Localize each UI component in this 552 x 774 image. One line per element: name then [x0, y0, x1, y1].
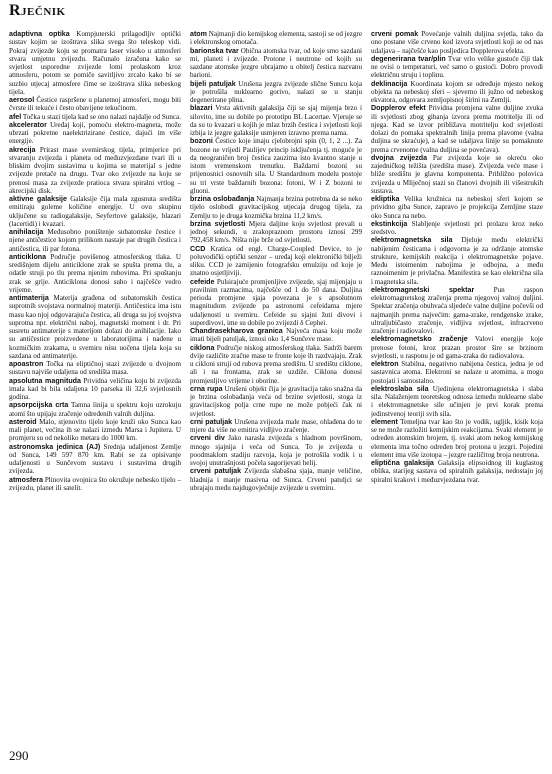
glossary-entry [371, 418, 543, 459]
glossary-entry [9, 294, 181, 360]
glossary-term: dvojna zvijezda [371, 153, 428, 162]
glossary-entry [190, 418, 362, 435]
glossary-term: crna rupa [190, 384, 223, 393]
glossary-term: ekliptika [371, 195, 400, 203]
glossary-entry [190, 344, 362, 385]
glossary-entry [371, 195, 543, 220]
glossary-entry [371, 360, 543, 385]
glossary-term: element [371, 417, 398, 426]
glossary-definition: Međusobno poništenje subatomske čestice i njene antičestice kojom prilikom nastaje par drugih čestica i antičestica, ili par fotona. [9, 228, 181, 253]
glossary-definition: Najmanja brzina potrebna da se neko tijelo oslobodi gravitacijskog utjecaja drugog tijela, za Zemlju to je druga kozmička brzina 11,2 km/s. [190, 195, 362, 220]
glossary-entry [190, 327, 362, 344]
glossary-term: elektromagnetska sila [371, 236, 453, 245]
glossary-term: atmosfera [9, 475, 43, 484]
glossary-definition: Valovi energije koje prenose fotoni, kroz prazan prostor šire se brzinom svjetlosti, u rasponu je od gama-zraka do radiovalova. [371, 335, 543, 360]
glossary-definition: Najveća masa koju može imati bijeli patuljak, iznosi oko 1,4 Sunčeve mase. [190, 327, 362, 344]
glossary-term: crveni div [190, 434, 225, 443]
glossary-term: elektromagnetsko zračenje [371, 335, 468, 344]
glossary-entry [190, 245, 362, 278]
glossary-definition: Obična atomska tvar, od koje smo sazdani mi, planeti i zvijezde. Protone i neutrone od kojih su sazdane atomske jezgre ubrajamo u obitelj čestica nazvanu barioni. [190, 46, 362, 80]
glossary-entry [9, 476, 181, 493]
glossary-definition: Prirast mase svemirskog tijela, primjerice pri stvaranju zvijezda i planeta od međuzvjezdane tvari ili u bliskim dvojim sustavima u kojima se materijal s jedne zvijezde pretače na drugu. Tvar oko zvijezde na koju se prenosi masa za zvijezde pratioca stvara spiralni vrtlog – akrecijski disk. [9, 145, 181, 195]
glossary-definition: Djeluje među električki nabijenim česticama i odgovorna je za održanje atomske strukture, kemijskih reakcija i elektromagnetske pojave. Među istoimenim nabojima je odbojna, a među raznoimenim je privlačna. Manifestira se kao električna sila i magnetska sila. [371, 236, 543, 286]
glossary-term: anticiklona [9, 252, 47, 261]
glossary-entry [190, 137, 362, 195]
glossary-term: crveni pomak [371, 30, 419, 38]
glossary-definition: Točka u stazi tijela kad se ono nalazi najdalje od Sunca. [22, 112, 181, 121]
glossary-term: elektromagnetski spektar [371, 285, 475, 294]
glossary-entry [190, 434, 362, 467]
glossary-term: akrecija [9, 145, 36, 154]
glossary-term: antimaterija [9, 294, 49, 302]
glossary-term: aktivne galaksije [9, 195, 67, 203]
glossary-term: bijeli patuljak [190, 79, 236, 88]
glossary-entry [190, 220, 362, 245]
glossary-term: crni patuljak [190, 417, 233, 426]
glossary-entry [371, 104, 543, 154]
glossary-definition: Tamna linija u spektru koju uzrokuju atomi što upijaju zračenje određenih valnih duljina. [9, 401, 181, 418]
glossary-entry [190, 30, 362, 47]
glossary-definition: Vrsta aktivnih galaksija čiji se sjaj mijenja brzo i silovito, ime su dobile po prototipu BL Lacertae. Vjeruje se da su to kvazari u kojih je mlaz brzih čestica i svjetlosti koji izbija iz jezgre galaksije usmjeren izravno prema nama. [190, 104, 362, 137]
glossary-term: CCD [190, 244, 206, 253]
glossary-definition: Jako narasla zvijezda s hladnom površinom, mnogo sjajnija i veća od Sunca. To je zvijezda u poodmaklom stadiju razvoja, koja je potrošila vodik i u svojoj unutrašnjosti počela sagorijevati helij. [190, 434, 362, 467]
glossary-entry [190, 104, 362, 137]
glossary-entry [371, 80, 543, 105]
glossary-term: aerosol [9, 96, 35, 104]
glossary-entry [371, 236, 543, 286]
glossary-term: deklinacija [371, 79, 408, 88]
glossary-entry [9, 30, 181, 96]
glossary-definition: Povećanje valnih duljina svjetla, tako da ono postane više crveno kod izvora svjetlosti koji se od nas udaljava – najčešće kao posljedica Dopplerova efekta. [371, 30, 543, 55]
glossary-definition: Točka na eliptičnoj stazi zvijezde u dvojnom sustavu najviše udaljena od središta masa. [9, 360, 181, 377]
glossary-term: afel [9, 112, 22, 121]
glossary-term: bozoni [190, 137, 213, 146]
glossary-entry [190, 47, 362, 80]
glossary-definition: Galaksija elipsoidnog ili kuglastog oblika, starijeg sastava od spiralnih galaksija, nedostaju joj spiralni krakovi i međuzvjezdana tvar. [371, 459, 543, 484]
glossary-entry [9, 121, 181, 146]
glossary-definition: Par zvijezda koje se okreću oko zajedničkog težišta (središta mase). Zvijezda veće mase i bliže središtu je glavna komponenta. Približno polovica zvijezda u Mliječnoj stazi su članovi dvojnih ili višestrukih sustava. [371, 153, 543, 195]
glossary-entry [371, 286, 543, 336]
glossary-entry [190, 195, 362, 220]
page-title: Rječnik [9, 2, 66, 19]
glossary-term: akcelerator [9, 120, 47, 129]
glossary-definition: Ujedinjena elektromagnetska i slaba sila. Nalaženjem teoretskog odnosa između nuklearne slabe i elektromagnetske sile učinjen je prvi korak prema jedinstvenoj teoriji svih sila. [371, 384, 543, 418]
glossary-definition: Urušena jezgra zvijezde slične Suncu koja je potrošila nuklearno gorivo, nalazi se u stanju degenerirane plina. [190, 79, 362, 104]
glossary-entry [9, 443, 181, 476]
glossary-entry [9, 146, 181, 196]
glossary-definition: Stabilna, negativno nabijena čestica, jedna je od sastavnica atoma. Elektroni se nalaze u atomima, a mogu postojati i samostalno. [371, 360, 543, 385]
glossary-definition: Urušeni objekt čija je gravitacija tako snažna da je brzina oslobađanja veća od brzine svjetlosti, stoga iz gravitacijskog polja crne rupe ne može pobjeći čak ni svjetlost. [190, 384, 362, 418]
glossary-entry [9, 228, 181, 253]
glossary-term: crveni patuljak [190, 467, 242, 476]
glossary-entry [9, 360, 181, 377]
glossary-definition: Pulsirajuće promjenljive zvijezde, sjaj mijenjaju u pravilnim razmacima, najčešće od 1 do 50 dana. Duljina perioda promjene sjaja povezana je s apsolutnom magnitudom zvijezde pa astronomi cefeidama mjere udaljenosti u svemiru. Cefeide su sjajni žuti divovi i superdivovi, ime su dobile po zvijezdi δ Cephei. [190, 277, 362, 327]
glossary-definition: Temeljna tvar kao što je vodik, ugljik, kisik koja se ne može razložiti kemijskim reakcijama. Svaki element je određen atomskim brojem, tj. svaki atom nekog kemijskog elementa ima točno određen broj protona u jezgri. Pojedini element ima više izotopa – jezgre različitog broja neutrona. [371, 417, 543, 459]
glossary-term: apsorpcijska crta [9, 401, 69, 410]
glossary-term: blazari [190, 104, 213, 113]
glossary-definition: Slabljenje svjetlosti pri prolazu kroz neko sredstvo. [371, 219, 543, 236]
glossary-entry [371, 459, 543, 484]
glossary-term: eliptična galaksija [371, 459, 434, 467]
glossary-term: apsolutna magnituda [9, 376, 81, 385]
glossary-column-2 [190, 30, 362, 734]
glossary-term: degenerirana tvar/plin [371, 54, 446, 63]
glossary-definition: Pun raspon elektromagnetskog zračenja prema njegovoj valnoj duljini. Spektar zračenja obuhvaća sljedeće valne duljine počevši od najmanjih prema najvećim: gama-zrake, rendgenske zrake, ultraljubičasto zračenje, vidljiva svjetlost, infracrveno zračenje i radiovalovi. [371, 285, 543, 335]
glossary-term: adaptivna optika [9, 30, 70, 38]
glossary-definition: Malo, stjenovito tijelo koje kruži oko Sunca kao mali planet, većina ih se nalazi između Marsa i Jupitera. U promjeru su od nekoliko metara do 1000 km. [9, 417, 181, 443]
glossary-definition: Prividna veličina koju bi zvijezda imala kad bi bila udaljena 10 parseka ili 32,6 svjetlosnih godina. [9, 376, 181, 401]
glossary-definition: Urušena zvijezda male mase, ohlađena do te mjere da više ne emitira vidljivo zračenje. [190, 417, 362, 434]
glossary-term: ciklona [190, 343, 215, 352]
glossary-definition: Plinovita ovojnica što okružuje nebesko tijelo – zvijezdu, planet ili satelit. [9, 475, 181, 492]
glossary-entry [9, 96, 181, 113]
glossary-definition: Područje niskog atmosferskog tlaka. Sadrži barem dvije različite zračne mase te fronte koje ih razdvajaju. Zrak u cikloni struji od rubova prema središtu. U središtu ciklone, ali i na frontama, zrak se uzdiže. Ciklona donosi promjenljivo vrijeme i oborine. [190, 343, 362, 385]
glossary-definition: Galaksije čija mala zgusnuta središta emitiraju goleme količine energije. U ovu skupinu uključene su radiogalaksije, Seyfertove galaksije, blazari (lacertidi) i kvazari. [9, 195, 181, 228]
glossary-term: Dopplerov efekt [371, 104, 426, 113]
glossary-definition: Uređaj koji, pomoću elektro-magneta, može ubrzati pokretne naelektrizirane čestice, dajući im više energije. [9, 120, 181, 146]
glossary-entry [371, 335, 543, 360]
glossary-definition: Srednja udaljenost Zemlje od Sunca, 149 597 870 km. Rabi se za opisivanje udaljenosti u Sunčevom sustavu i sustavima drugih zvijezda. [9, 442, 181, 476]
glossary-entry [371, 55, 543, 80]
glossary-term: elektron [371, 360, 399, 368]
page-number: 290 [9, 748, 29, 763]
glossary-entry [9, 195, 181, 228]
glossary-term: cefeide [190, 277, 215, 286]
glossary-definition: Zvijezda slabašna sjaja, manje veličine, hladnija i manje masivna od Sunca. Crveni patuljci se ubrajaju među najdugovječnije zvijezde u svemiru. [190, 467, 362, 492]
glossary-term: apoastron [9, 360, 44, 368]
glossary-entry [190, 385, 362, 418]
glossary-entry [9, 377, 181, 402]
glossary-term: astronomska jedinica (AJ) [9, 442, 101, 451]
glossary-entry [9, 401, 181, 418]
glossary-definition: Prividna promjena valne duljine zvuka ili svjetlosti zbog gibanja izvora prema motritelju ili od njega. Kad se izvor približava motritelju kod svjetlosti dolazi do pomaka spektralnih linija prema plavome (valna duljina se skraćuje), a kad se udaljava linije su pomaknute prema crvenome (valna duljina se povećava). [371, 104, 543, 154]
glossary-definition: Materija građena od subatomskih čestica suprotnih svojstava normalnoj materiji. Antičestica ima istu masu kao njoj odgovarajuća čestica, ali druga su joj svojstva suprotna npr. električni naboj, magnetski moment i dr. Pri susretu antimaterije s materijom dolazi do anihilacije. Iako su antičestice proizvedene u laboratorijima i nađene u kozmičkim zrakama, u svemiru nisu uočena tijela koja su sazdana od antimaterije. [9, 294, 181, 360]
glossary-term: ekstinkcija [371, 219, 408, 228]
glossary-definition: Tvar vrlo velike gustoće čiji tlak ne ovisi o temperaturi, već samo o gustoći. Dobro provodi električnu struju i toplinu. [371, 54, 543, 80]
glossary-entry [190, 80, 362, 105]
glossary-entry [190, 278, 362, 328]
glossary-definition: Najmanji dio kemijskog elementa, sastoji se od jezgre i elektronskog omotača. [190, 30, 362, 47]
glossary-entry [371, 30, 543, 55]
glossary-term: anihilacija [9, 228, 44, 236]
glossary-definition: Područje povišenog atmosferskog tlaka. U središnjem dijelu anticiklone zrak se spušta prema tlu, a odatle struji po tlu prema njenim rubovima. Pri spuštanju zrak se grije. Anticiklona donosi suho i najčešće vedro vrijeme. [9, 252, 181, 294]
glossary-column-3 [371, 30, 543, 734]
glossary-definition: Kratica od engl. Charge-Coupled Device, to je poluvodički optički senzor – uređaj koji elektronički bilježi sliku. CCD je zamijenio fotografsku emulziju od koje je znatno osjetljiviji. [190, 244, 362, 278]
glossary-definition: Velika kružnica na nebeskoj sferi kojom se prividno giba Sunce, zapravo je projekcija Zemljine staze oko Sunca na nebo. [371, 195, 543, 220]
glossary-entry [371, 385, 543, 418]
glossary-definition: Čestice koje imaju cjelobrojni spin (0, 1, 2 ...). Za bozone ne vrijedi Paulijev princip isključenja tj. moguće je da neograničen broj čestica zauzima isto kvantno stanje u istom vremenskom trenutku. Baždarni bozoni su prijenosnici osnovnih sila. U Standardnom modelu postoje su tri vrste baždarnih bozona: fotoni, W i Z bozoni te gluoni. [190, 137, 362, 195]
glossary-definition: Mjera daljine koju svjetlost prevali u jednoj sekundi, u zrakopraznom prostoru iznosi 299 792,458 km/s. Ništa nije brže od svjetlosti. [190, 219, 362, 245]
glossary-definition: Kompjuterski prilagodljiv optički sustav kojim se izoštrava slika svega što teleskop vidi. Pokraj zvijezde koju se promatra laser visoko u atmosferi stvara umjetnu zvijezdu. Računalo izračuna kako se svjetlost usporedne zvijezde lomi prolaskom kroz atmosferu, potom se pomiče savitljivo zrcalo kako bi se suzbio utjecaj atmosfere čime se izoštrava slika nebeskog tijela. [9, 30, 181, 96]
glossary-entry [371, 220, 543, 237]
glossary-term: barionska tvar [190, 46, 239, 55]
glossary-term: brzina svjetlosti [190, 219, 246, 228]
glossary-term: elektroslaba sila [371, 384, 429, 393]
glossary-term: Chandrasekharova granica [190, 327, 283, 335]
glossary-definition: Koordinata kojom se određuje mjesto nekog objekta na nebeskoj sferi – sjeverno ili južno od nebeskog ekvatora, odgovara zemljopisnoj širini na Zemlji. [371, 79, 543, 104]
glossary-entry [190, 467, 362, 492]
glossary-definition: Čestice raspršene u planetnoj atmosferi, mogu biti čvrste ili tekuće i često obavijene tekućinom. [9, 96, 181, 113]
glossary-columns [9, 30, 544, 734]
glossary-entry [9, 418, 181, 443]
glossary-entry [371, 154, 543, 195]
glossary-term: brzina oslobađanja [190, 195, 255, 203]
glossary-term: atom [190, 30, 207, 38]
glossary-column-1 [9, 30, 181, 734]
glossary-term: asteroid [9, 417, 37, 426]
glossary-entry [9, 253, 181, 294]
glossary-entry [9, 113, 181, 121]
